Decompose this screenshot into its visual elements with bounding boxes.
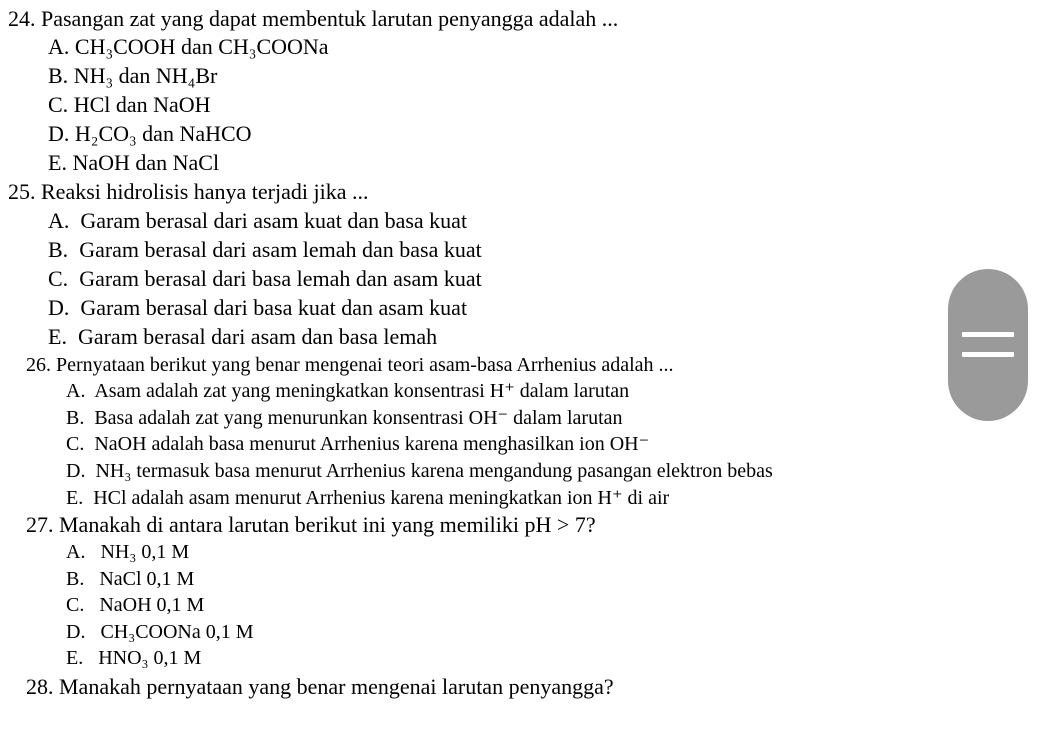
- option-text: HCl adalah asam menurut Arrhenius karena meningkatkan ion H⁺ di air: [93, 487, 670, 509]
- option-text: Garam berasal dari asam kuat dan basa kuat: [80, 208, 468, 233]
- option-letter: C.: [66, 433, 85, 455]
- option-letter: B.: [66, 568, 85, 590]
- question-number: 25.: [8, 179, 36, 204]
- question-27-option-e: [66, 648, 201, 668]
- option-letter: A.: [48, 34, 70, 59]
- clipped-previous-line: [0, 0, 740, 4]
- option-text: NH₃ 0,1 M: [100, 541, 190, 563]
- option-letter: E.: [66, 487, 84, 509]
- option-text: CH₃COOH dan CH₃COONa: [74, 34, 329, 59]
- option-text: HCl dan NaOH: [73, 92, 211, 117]
- option-text: Basa adalah zat yang menurunkan konsentrasi OH⁻ dalam larutan: [94, 407, 623, 429]
- question-26-title: [26, 355, 674, 375]
- option-letter: B.: [66, 407, 85, 429]
- question-24-option-b: [48, 65, 217, 87]
- question-text: Manakah pernyataan yang benar mengenai larutan penyangga?: [59, 674, 614, 699]
- question-27-option-a: [66, 542, 189, 562]
- option-text: Garam berasal dari asam dan basa lemah: [77, 324, 438, 349]
- question-number: 28.: [26, 674, 54, 699]
- question-text: Reaksi hidrolisis hanya terjadi jika ...: [41, 179, 369, 204]
- question-text: Pasangan zat yang dapat membentuk larutan penyangga adalah ...: [41, 6, 619, 31]
- option-letter: A.: [48, 208, 70, 233]
- option-text: NaCl 0,1 M: [99, 568, 195, 590]
- question-26-option-b: [66, 408, 623, 428]
- question-25-title: [8, 181, 369, 203]
- option-letter: A.: [66, 541, 86, 563]
- question-26-option-d: [66, 461, 773, 481]
- option-letter: B.: [48, 237, 69, 262]
- question-number: 24.: [8, 6, 36, 31]
- option-text: Garam berasal dari basa kuat dan asam kuat: [80, 295, 468, 320]
- option-text: Asam adalah zat yang meningkatkan konsentrasi H⁺ dalam larutan: [94, 380, 630, 402]
- question-26-option-e: [66, 488, 669, 508]
- question-25-option-e: [48, 326, 437, 348]
- question-27-option-c: [66, 595, 204, 615]
- option-letter: D.: [66, 621, 86, 643]
- question-24-option-e: [48, 152, 219, 174]
- option-letter: D.: [66, 460, 86, 482]
- question-24-option-d: [48, 123, 252, 145]
- option-text: Garam berasal dari asam lemah dan basa kuat: [79, 237, 482, 262]
- handle-bar: [962, 332, 1014, 337]
- option-letter: B.: [48, 63, 69, 88]
- option-text: NaOH dan NaCl: [72, 150, 220, 175]
- question-25-option-c: [48, 268, 482, 290]
- option-text: NaOH adalah basa menurut Arrhenius karena menghasilkan ion OH⁻: [94, 433, 650, 455]
- handle-bar: [962, 352, 1014, 357]
- question-25-option-b: [48, 239, 482, 261]
- question-27-option-b: [66, 569, 194, 589]
- question-number: 27.: [26, 512, 54, 537]
- option-text: NH₃ dan NH₄Br: [73, 63, 218, 88]
- option-text: NH₃ termasuk basa menurut Arrhenius karena mengandung pasangan elektron bebas: [95, 460, 773, 482]
- question-28-title: [26, 676, 614, 698]
- question-26-option-a: [66, 381, 629, 401]
- option-letter: C.: [66, 594, 85, 616]
- option-text: H₂CO₃ dan NaHCO: [74, 121, 252, 146]
- question-25-option-a: [48, 210, 467, 232]
- question-text: Manakah di antara larutan berikut ini yang memiliki pH > 7?: [59, 512, 596, 537]
- option-text: Garam berasal dari basa lemah dan asam kuat: [79, 266, 482, 291]
- question-25-option-d: [48, 297, 467, 319]
- question-24-option-c: [48, 94, 211, 116]
- question-24-title: [8, 8, 618, 30]
- option-text: HNO₃ 0,1 M: [98, 647, 202, 669]
- option-letter: C.: [48, 92, 69, 117]
- option-letter: A.: [66, 380, 86, 402]
- option-letter: E.: [48, 150, 67, 175]
- question-number: 26.: [26, 354, 51, 376]
- option-letter: D.: [48, 121, 70, 146]
- question-27-option-d: [66, 622, 254, 642]
- option-letter: E.: [66, 647, 84, 669]
- question-26-option-c: [66, 434, 649, 454]
- option-letter: C.: [48, 266, 69, 291]
- drag-handle-button[interactable]: [948, 269, 1028, 421]
- question-24-option-a: [48, 36, 329, 58]
- option-letter: E.: [48, 324, 67, 349]
- option-text: CH₃COONa 0,1 M: [100, 621, 254, 643]
- option-letter: D.: [48, 295, 70, 320]
- question-27-title: [26, 514, 596, 536]
- option-text: NaOH 0,1 M: [99, 594, 205, 616]
- question-text: Pernyataan berikut yang benar mengenai teori asam-basa Arrhenius adalah ...: [56, 354, 674, 376]
